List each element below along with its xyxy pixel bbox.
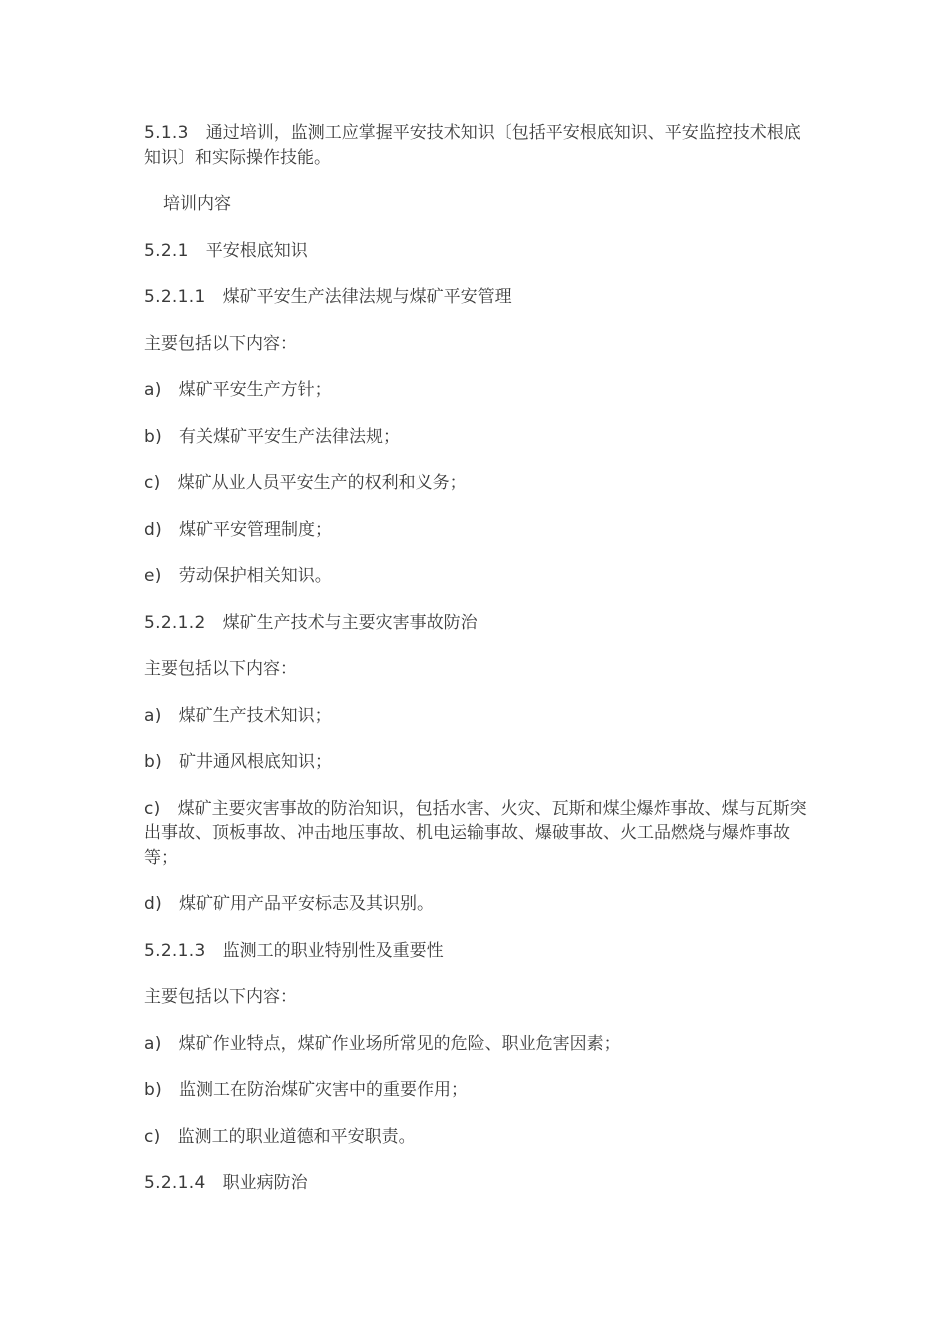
list-item bbox=[144, 378, 816, 403]
list-marker: c) bbox=[144, 473, 161, 493]
heading-5-2-1 bbox=[144, 239, 816, 264]
list-item bbox=[144, 425, 816, 450]
intro-line bbox=[144, 657, 816, 682]
paragraph-text: 煤矿生产技术知识； bbox=[178, 705, 332, 726]
paragraph-text: 主要包括以下内容： bbox=[144, 987, 297, 1007]
heading-training-content bbox=[144, 192, 816, 217]
list-marker: b) bbox=[144, 1080, 163, 1100]
paragraph-text: 监测工的职业特别性及重要性 bbox=[222, 940, 444, 961]
list-marker: a) bbox=[144, 380, 162, 400]
paragraph-5-1-3 bbox=[144, 121, 816, 170]
list-marker: a) bbox=[144, 1033, 162, 1054]
heading-5-2-1-1 bbox=[144, 285, 816, 310]
list-marker: d) bbox=[144, 519, 163, 540]
list-marker: e) bbox=[144, 566, 162, 586]
section-number: 5.1.3 bbox=[144, 123, 189, 143]
list-marker: a) bbox=[144, 705, 162, 726]
paragraph-text: 煤矿主要灾害事故的防治知识，包括水害、火灾、瓦斯和煤尘爆炸事故、煤与瓦斯突出事故、顶板事故、冲击地压事故、机电运输事故、爆破事故、火工品燃烧与爆炸事故等； bbox=[144, 798, 807, 868]
section-number: 5.2.1.3 bbox=[144, 940, 206, 961]
list-marker: d) bbox=[144, 894, 163, 914]
list-marker: c) bbox=[144, 1126, 161, 1147]
paragraph-text: 主要包括以下内容： bbox=[144, 333, 297, 354]
paragraph-text: 煤矿平安生产法律法规与煤矿平安管理 bbox=[222, 287, 512, 307]
paragraph-text: 煤矿平安生产方针； bbox=[178, 380, 332, 400]
paragraph-text: 煤矿生产技术与主要灾害事故防治 bbox=[222, 612, 478, 633]
section-number: 5.2.1.2 bbox=[144, 612, 206, 633]
intro-line bbox=[144, 985, 816, 1010]
list-item bbox=[144, 518, 816, 543]
list-marker: b) bbox=[144, 426, 163, 447]
paragraph-text: 煤矿从业人员平安生产的权利和义务； bbox=[177, 473, 467, 493]
paragraph-text: 培训内容 bbox=[163, 194, 231, 214]
heading-5-2-1-3 bbox=[144, 939, 816, 964]
paragraph-text: 煤矿矿用产品平安标志及其识别。 bbox=[179, 894, 435, 914]
paragraph-text: 煤矿作业特点，煤矿作业场所常见的危险、职业危害因素； bbox=[178, 1033, 621, 1054]
list-item bbox=[144, 704, 816, 729]
paragraph-text: 平安根底知识 bbox=[205, 240, 308, 261]
paragraph-text: 监测工的职业道德和平安职责。 bbox=[177, 1126, 416, 1147]
list-item bbox=[144, 1032, 816, 1057]
list-marker: c) bbox=[144, 798, 161, 819]
list-item bbox=[144, 471, 816, 496]
list-item bbox=[144, 1125, 816, 1150]
list-marker: b) bbox=[144, 752, 163, 772]
paragraph-text: 煤矿平安管理制度； bbox=[179, 519, 333, 540]
document-body bbox=[144, 121, 816, 1218]
section-number: 5.2.1.4 bbox=[144, 1173, 206, 1193]
paragraph-text: 有关煤矿平安生产法律法规； bbox=[179, 426, 401, 447]
intro-line bbox=[144, 332, 816, 357]
section-number: 5.2.1 bbox=[144, 240, 189, 261]
list-item bbox=[144, 797, 816, 871]
list-item bbox=[144, 564, 816, 589]
paragraph-text: 监测工在防治煤矿灾害中的重要作用； bbox=[179, 1080, 469, 1100]
heading-5-2-1-4 bbox=[144, 1171, 816, 1196]
list-item bbox=[144, 892, 816, 917]
paragraph-text: 矿井通风根底知识； bbox=[179, 752, 333, 772]
paragraph-text: 通过培训，监测工应掌握平安技术知识〔包括平安根底知识、平安监控技术根底知识〕和实际操作技能。 bbox=[144, 123, 801, 168]
section-number: 5.2.1.1 bbox=[144, 287, 206, 307]
heading-5-2-1-2 bbox=[144, 611, 816, 636]
list-item bbox=[144, 1078, 816, 1103]
paragraph-text: 主要包括以下内容： bbox=[144, 659, 297, 679]
paragraph-text: 职业病防治 bbox=[222, 1173, 308, 1193]
paragraph-text: 劳动保护相关知识。 bbox=[178, 566, 332, 586]
list-item bbox=[144, 750, 816, 775]
